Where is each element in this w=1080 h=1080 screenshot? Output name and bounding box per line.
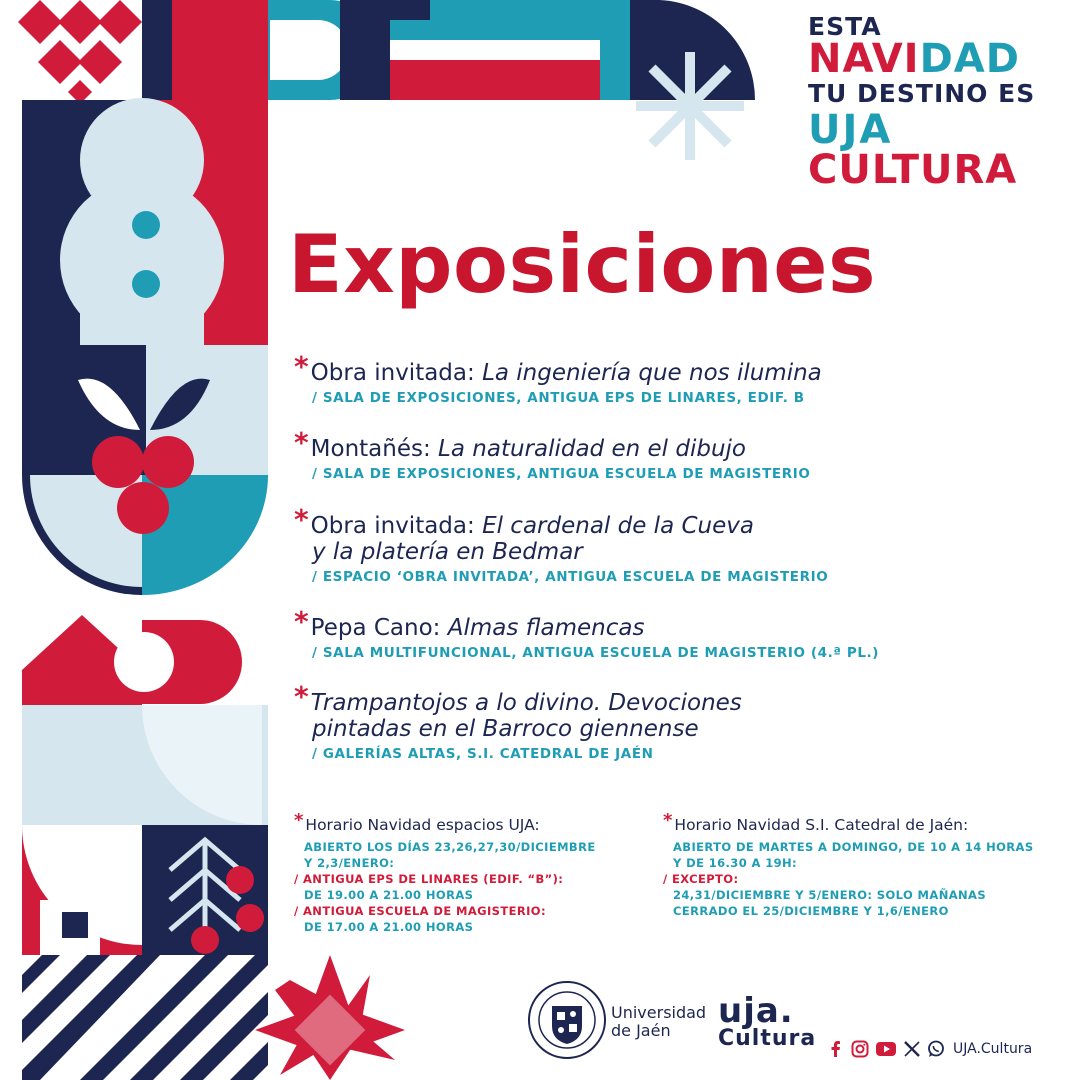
hours-uja-title [294, 810, 596, 835]
hours-line: / ANTIGUA EPS DE LINARES (EDIF. “B”): [294, 872, 564, 886]
university-seal-icon [527, 980, 607, 1060]
hours-cathedral-title-text: Horario Navidad S.I. Catedral de Jaén: [674, 816, 969, 834]
exhibition-title [294, 426, 810, 462]
asterisk-icon: * [294, 680, 309, 713]
exhibition-work: La ingeniería que nos ilumina [482, 360, 822, 386]
exhibition-work: Trampantojos a lo divino. Devociones [310, 690, 742, 716]
exhibition-item [294, 426, 811, 482]
exhibition-item [294, 605, 880, 661]
exhibition-work: pintadas en el Barroco giennense [312, 716, 699, 742]
diamond-pattern [18, 0, 142, 104]
uja-cultura-logo [718, 991, 817, 1052]
hours-line: ABIERTO LOS DÍAS 23,26,27,30/DICIEMBRE [304, 840, 596, 854]
asterisk-icon: * [294, 605, 309, 638]
exhibition-title [294, 605, 879, 641]
hours-line: 24,31/DICIEMBRE Y 5/ENERO: SOLO MAÑANAS [673, 888, 987, 902]
hours-line: DE 19.00 A 21.00 HORAS [304, 888, 474, 902]
page-title: Exposiciones [288, 218, 877, 311]
campaign-line-esta: ESTA [808, 12, 882, 41]
exhibition-author: Montañés: [310, 436, 439, 462]
campaign-line-cultura: CULTURA [808, 147, 1018, 193]
asterisk-icon: * [294, 350, 309, 383]
hours-line: DE 17.00 A 21.00 HORAS [304, 920, 474, 934]
social-links [827, 1040, 1032, 1058]
exhibition-author: Pepa Cano: [310, 615, 448, 641]
hours-cathedral-title [663, 810, 1034, 835]
exhibition-title [294, 350, 822, 386]
campaign-line-uja: UJA [808, 107, 893, 153]
exhibition-work: Almas flamencas [447, 615, 645, 641]
campaign-navidad-part2: DAD [919, 36, 1020, 82]
exhibition-title-continued [294, 539, 828, 565]
campaign-title [808, 12, 1036, 193]
exhibition-work: El cardenal de la Cueva [482, 513, 754, 539]
exhibition-work: La naturalidad en el dibujo [438, 436, 746, 462]
hours-uja-title-text: Horario Navidad espacios UJA: [305, 816, 540, 834]
hours-line: Y 2,3/ENERO: [304, 856, 395, 870]
hours-line: ABIERTO DE MARTES A DOMINGO, DE 10 A 14 HORAS [673, 840, 1034, 854]
university-name-line1: Universidad [611, 1003, 707, 1022]
hours-line: / ANTIGUA ESCUELA DE MAGISTERIO: [294, 904, 546, 918]
exhibition-title [294, 503, 828, 539]
exhibition-venue: / SALA DE EXPOSICIONES, ANTIGUA ESCUELA DE MAGISTERIO [312, 466, 811, 482]
exhibition-venue: / SALA DE EXPOSICIONES, ANTIGUA EPS DE LINARES, EDIF. B [312, 390, 805, 406]
youtube-icon[interactable] [875, 1040, 897, 1058]
exhibition-venue: / SALA MULTIFUNCIONAL, ANTIGUA ESCUELA DE MAGISTERIO (4.ª PL.) [312, 645, 880, 661]
snowflake-icon [636, 52, 744, 160]
exhibition-venue: / GALERÍAS ALTAS, S.I. CATEDRAL DE JAÉN [312, 746, 654, 762]
exhibition-item [294, 680, 742, 762]
exhibition-item [294, 503, 829, 585]
hours-line: CERRADO EL 25/DICIEMBRE Y 1,6/ENERO [673, 904, 949, 918]
instagram-icon[interactable] [851, 1040, 869, 1058]
hours-line: Y DE 16.30 A 19H: [673, 856, 798, 870]
uja-logo-line1: uja. [718, 991, 794, 1031]
whatsapp-icon[interactable] [927, 1040, 945, 1058]
exhibition-item [294, 350, 822, 406]
social-handle: UJA.Cultura [953, 1041, 1033, 1057]
asterisk-icon: * [294, 426, 309, 459]
exhibition-author: Obra invitada: [310, 360, 483, 386]
university-name-line2: de Jaén [611, 1021, 671, 1040]
hours-line: / EXCEPTO: [663, 872, 739, 886]
facebook-icon[interactable] [827, 1040, 845, 1058]
hours-uja-block [294, 810, 596, 935]
campaign-line-destino: TU DESTINO ES [808, 79, 1036, 108]
exhibition-work: y la platería en Bedmar [312, 539, 583, 565]
exhibition-title-continued [294, 716, 742, 742]
uja-logo-line2: Cultura [718, 1026, 817, 1051]
campaign-navidad-part1: NAVI [808, 36, 920, 82]
asterisk-icon: * [294, 810, 304, 831]
hours-cathedral-block [663, 810, 1034, 919]
campaign-line-navidad [808, 36, 1035, 82]
asterisk-icon: * [663, 810, 673, 831]
exhibition-venue: / ESPACIO ‘OBRA INVITADA’, ANTIGUA ESCUELA DE MAGISTERIO [312, 569, 829, 585]
exhibition-author: Obra invitada: [310, 513, 483, 539]
x-icon[interactable] [903, 1040, 921, 1058]
university-name [611, 1004, 706, 1040]
exhibition-title [294, 680, 742, 716]
asterisk-icon: * [294, 503, 309, 536]
